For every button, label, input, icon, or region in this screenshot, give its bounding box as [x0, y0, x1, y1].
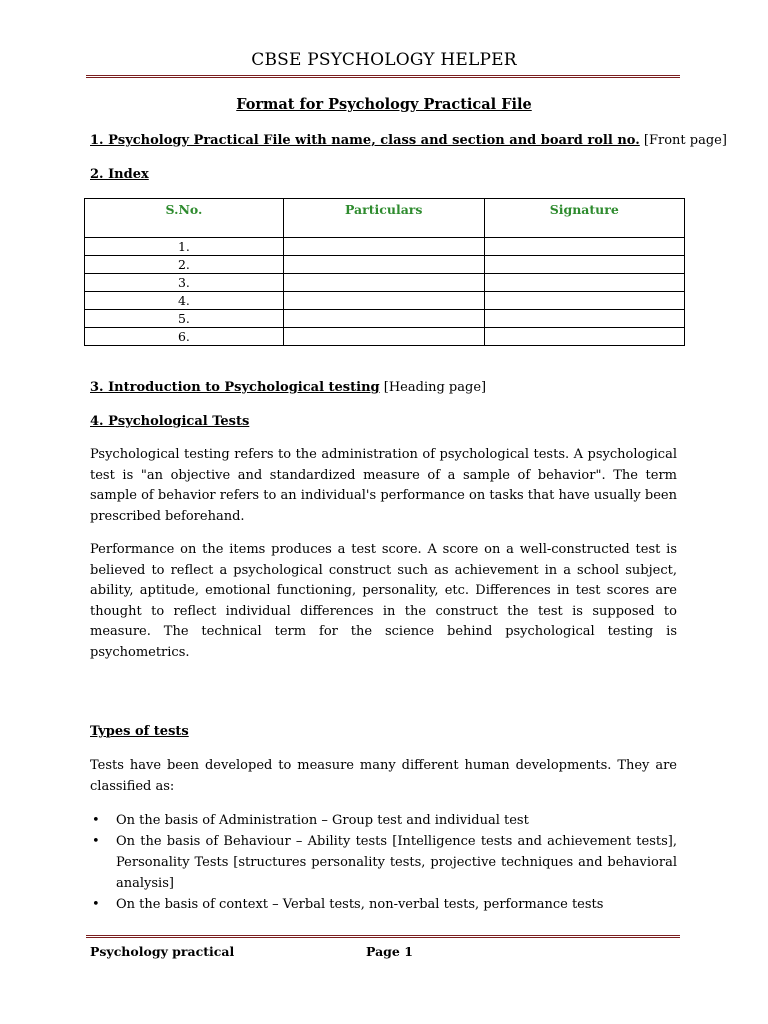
- row-number: 5.: [85, 310, 284, 328]
- row-number: 2.: [85, 256, 284, 274]
- footer-label: Psychology practical: [90, 944, 235, 959]
- index-table-header-row: [85, 199, 685, 238]
- item-2-heading: 2. Index: [90, 167, 149, 182]
- row-number: 6.: [85, 328, 284, 346]
- item-1-note: [Front page]: [643, 133, 727, 148]
- signature-cell: [484, 274, 684, 292]
- table-row: [85, 274, 685, 292]
- list-item-text: On the basis of context – Verbal tests, non-verbal tests, performance tests: [116, 897, 604, 912]
- item-3-note: [Heading page]: [383, 380, 487, 395]
- bullet-icon: •: [92, 897, 100, 912]
- table-row: [85, 292, 685, 310]
- item-4-heading: 4. Psychological Tests: [90, 414, 250, 429]
- column-header-sno: S.No.: [85, 199, 284, 238]
- table-row: [85, 256, 685, 274]
- item-3-heading: 3. Introduction to Psychological testing: [90, 380, 380, 395]
- item-1-line: [90, 133, 727, 148]
- item-1-heading: 1. Psychology Practical File with name, class and section and board roll no.: [90, 133, 640, 148]
- table-row: [85, 310, 685, 328]
- header-divider: [86, 75, 680, 78]
- types-heading: Types of tests: [90, 724, 189, 739]
- column-header-particulars: Particulars: [283, 199, 484, 238]
- list-item-text: On the basis of Administration – Group test and individual test: [116, 813, 529, 828]
- bullet-icon: •: [92, 813, 100, 828]
- row-number: 1.: [85, 238, 284, 256]
- bullet-icon: •: [92, 834, 100, 849]
- page-number: Page 1: [366, 944, 413, 959]
- particulars-cell: [283, 328, 484, 346]
- list-item: [90, 831, 677, 894]
- paragraph-psychological-testing: Psychological testing refers to the administration of psychological tests. A psychological test is "an objective and standardized measure of a sample of behavior". The term sample of behavior refers to an individual's performance on tasks that have usually been prescribed beforehand.: [90, 447, 677, 524]
- item-2-line: [90, 167, 149, 182]
- particulars-cell: [283, 238, 484, 256]
- footer-divider: [86, 935, 680, 938]
- item-4-line: [90, 414, 249, 429]
- signature-cell: [484, 310, 684, 328]
- types-list: [90, 810, 677, 915]
- index-table: [84, 198, 685, 346]
- particulars-cell: [283, 274, 484, 292]
- particulars-cell: [283, 256, 484, 274]
- list-item: [90, 810, 677, 831]
- row-number: 4.: [85, 292, 284, 310]
- table-row: [85, 238, 685, 256]
- item-3-line: [90, 380, 486, 395]
- page-header-title: CBSE PSYCHOLOGY HELPER: [251, 50, 517, 70]
- signature-cell: [484, 328, 684, 346]
- column-header-signature: Signature: [484, 199, 684, 238]
- types-heading-line: [90, 724, 189, 739]
- signature-cell: [484, 238, 684, 256]
- particulars-cell: [283, 292, 484, 310]
- document-title: Format for Psychology Practical File: [236, 96, 532, 113]
- row-number: 3.: [85, 274, 284, 292]
- signature-cell: [484, 292, 684, 310]
- paragraph-test-score: Performance on the items produces a test score. A score on a well-constructed test is believed to reflect a psychological construct such as achievement in a school subject, ability, aptitude, emotional functioning, personality, etc. Differences in test scores are thought to reflect individual differences in the construct the test is supposed to measure. The technical term for the science behind psychological testing is psychometrics.: [90, 542, 677, 660]
- signature-cell: [484, 256, 684, 274]
- types-intro: Tests have been developed to measure many different human developments. They are classified as:: [90, 758, 677, 794]
- table-row: [85, 328, 685, 346]
- particulars-cell: [283, 310, 484, 328]
- list-item-text: On the basis of Behaviour – Ability tests [Intelligence tests and achievement tests], Personality Tests [structures personality tests, projective techniques and behavioral analysis]: [116, 834, 677, 891]
- list-item: [90, 894, 677, 915]
